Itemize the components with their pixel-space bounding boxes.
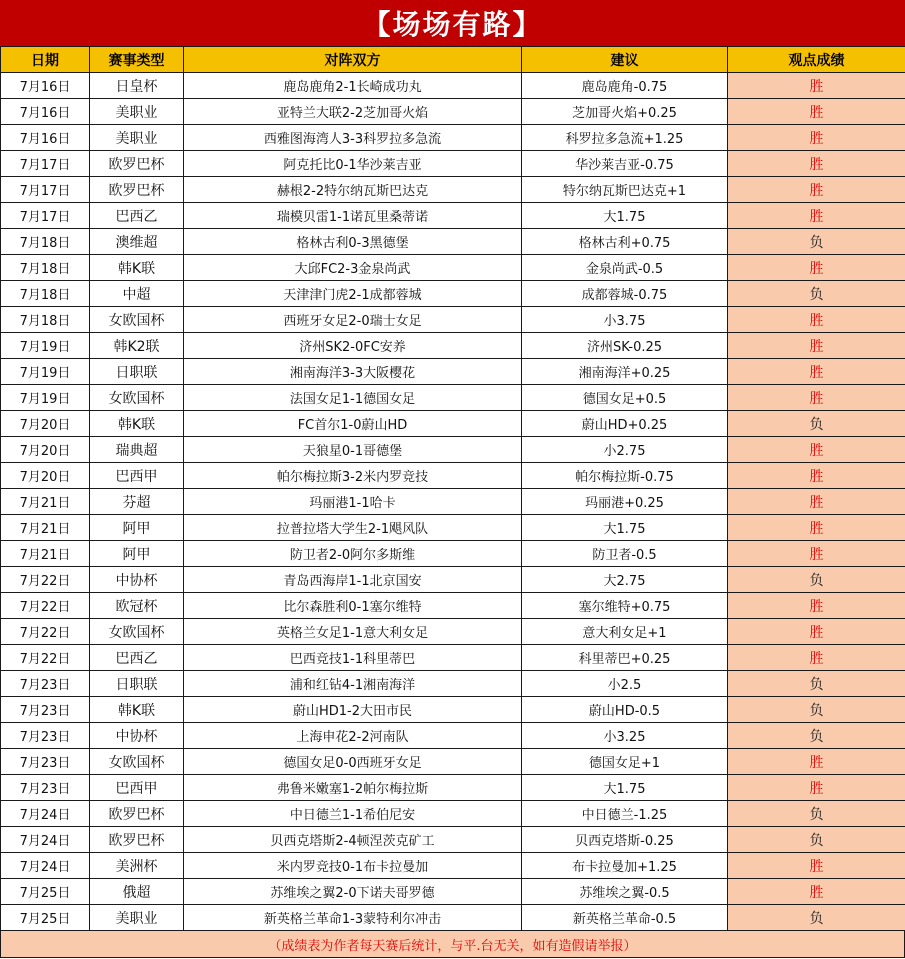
table-row [1, 177, 905, 203]
league-cell: 欧罗巴杯 [90, 827, 184, 853]
match-cell: 济州SK2-0FC安养 [184, 333, 522, 359]
league-cell: 巴西乙 [90, 645, 184, 671]
date-cell: 7月22日 [1, 567, 90, 593]
date-cell: 7月21日 [1, 515, 90, 541]
result-cell: 负 [728, 229, 905, 255]
result-cell: 负 [728, 801, 905, 827]
table-row [1, 73, 905, 99]
date-cell: 7月23日 [1, 749, 90, 775]
match-cell: 米内罗竞技0-1布卡拉曼加 [184, 853, 522, 879]
match-cell: 湘南海洋3-3大阪樱花 [184, 359, 522, 385]
results-table [0, 46, 905, 931]
result-cell: 胜 [728, 385, 905, 411]
date-cell: 7月25日 [1, 905, 90, 931]
league-cell: 女欧国杯 [90, 385, 184, 411]
date-cell: 7月17日 [1, 177, 90, 203]
result-cell: 胜 [728, 853, 905, 879]
league-cell: 欧罗巴杯 [90, 177, 184, 203]
table-row [1, 99, 905, 125]
result-cell: 胜 [728, 437, 905, 463]
league-cell: 女欧国杯 [90, 619, 184, 645]
table-row [1, 515, 905, 541]
league-cell: 瑞典超 [90, 437, 184, 463]
page-title: 【场场有路】 [0, 0, 905, 46]
league-cell: 阿甲 [90, 541, 184, 567]
tip-cell: 金泉尚武-0.5 [522, 255, 728, 281]
result-cell: 胜 [728, 463, 905, 489]
tip-cell: 蔚山HD-0.5 [522, 697, 728, 723]
date-cell: 7月21日 [1, 489, 90, 515]
tip-cell: 大1.75 [522, 203, 728, 229]
table-row [1, 151, 905, 177]
date-cell: 7月18日 [1, 307, 90, 333]
tip-cell: 意大利女足+1 [522, 619, 728, 645]
match-cell: 天狼星0-1哥德堡 [184, 437, 522, 463]
league-cell: 韩K联 [90, 411, 184, 437]
header-match: 对阵双方 [184, 47, 522, 73]
league-cell: 欧冠杯 [90, 593, 184, 619]
match-cell: 上海申花2-2河南队 [184, 723, 522, 749]
league-cell: 日职联 [90, 359, 184, 385]
date-cell: 7月19日 [1, 333, 90, 359]
tip-cell: 小2.75 [522, 437, 728, 463]
tip-cell: 华沙莱吉亚-0.75 [522, 151, 728, 177]
result-cell: 胜 [728, 541, 905, 567]
result-cell: 负 [728, 697, 905, 723]
league-cell: 美职业 [90, 905, 184, 931]
match-cell: 瑞模贝雷1-1诺瓦里桑蒂诺 [184, 203, 522, 229]
league-cell: 美职业 [90, 125, 184, 151]
result-cell: 胜 [728, 593, 905, 619]
tip-cell: 济州SK-0.25 [522, 333, 728, 359]
result-cell: 负 [728, 411, 905, 437]
date-cell: 7月18日 [1, 229, 90, 255]
league-cell: 澳维超 [90, 229, 184, 255]
match-cell: 拉普拉塔大学生2-1飓风队 [184, 515, 522, 541]
date-cell: 7月24日 [1, 801, 90, 827]
tip-cell: 德国女足+0.5 [522, 385, 728, 411]
tip-cell: 科罗拉多急流+1.25 [522, 125, 728, 151]
result-cell: 负 [728, 567, 905, 593]
table-row [1, 879, 905, 905]
result-cell: 胜 [728, 73, 905, 99]
table-row [1, 489, 905, 515]
result-cell: 胜 [728, 645, 905, 671]
table-row [1, 307, 905, 333]
tip-cell: 帕尔梅拉斯-0.75 [522, 463, 728, 489]
result-cell: 胜 [728, 333, 905, 359]
match-cell: 赫根2-2特尔纳瓦斯巴达克 [184, 177, 522, 203]
date-cell: 7月25日 [1, 879, 90, 905]
date-cell: 7月23日 [1, 723, 90, 749]
match-cell: 德国女足0-0西班牙女足 [184, 749, 522, 775]
table-row [1, 437, 905, 463]
tip-cell: 成都蓉城-0.75 [522, 281, 728, 307]
tip-cell: 鹿岛鹿角-0.75 [522, 73, 728, 99]
result-cell: 胜 [728, 151, 905, 177]
league-cell: 日职联 [90, 671, 184, 697]
tip-cell: 蔚山HD+0.25 [522, 411, 728, 437]
result-cell: 胜 [728, 515, 905, 541]
date-cell: 7月17日 [1, 203, 90, 229]
date-cell: 7月23日 [1, 671, 90, 697]
tip-cell: 中日德兰-1.25 [522, 801, 728, 827]
match-cell: 苏维埃之翼2-0下诺夫哥罗德 [184, 879, 522, 905]
league-cell: 女欧国杯 [90, 307, 184, 333]
tip-cell: 小3.25 [522, 723, 728, 749]
result-cell: 负 [728, 723, 905, 749]
date-cell: 7月16日 [1, 125, 90, 151]
date-cell: 7月18日 [1, 255, 90, 281]
tip-cell: 塞尔维特+0.75 [522, 593, 728, 619]
match-cell: 英格兰女足1-1意大利女足 [184, 619, 522, 645]
league-cell: 美洲杯 [90, 853, 184, 879]
league-cell: 韩K2联 [90, 333, 184, 359]
table-row [1, 697, 905, 723]
match-cell: 蔚山HD1-2大田市民 [184, 697, 522, 723]
table-row [1, 541, 905, 567]
date-cell: 7月20日 [1, 411, 90, 437]
date-cell: 7月24日 [1, 827, 90, 853]
table-row [1, 593, 905, 619]
result-cell: 负 [728, 827, 905, 853]
match-cell: 弗鲁米嫩塞1-2帕尔梅拉斯 [184, 775, 522, 801]
result-cell: 胜 [728, 359, 905, 385]
league-cell: 中协杯 [90, 723, 184, 749]
table-row [1, 281, 905, 307]
result-cell: 胜 [728, 879, 905, 905]
match-cell: 新英格兰革命1-3蒙特利尔冲击 [184, 905, 522, 931]
league-cell: 韩K联 [90, 697, 184, 723]
date-cell: 7月22日 [1, 593, 90, 619]
match-cell: 亚特兰大联2-2芝加哥火焰 [184, 99, 522, 125]
tip-cell: 大1.75 [522, 515, 728, 541]
league-cell: 欧罗巴杯 [90, 151, 184, 177]
tip-cell: 苏维埃之翼-0.5 [522, 879, 728, 905]
header-date: 日期 [1, 47, 90, 73]
tip-cell: 贝西克塔斯-0.25 [522, 827, 728, 853]
result-cell: 胜 [728, 99, 905, 125]
table-row [1, 671, 905, 697]
table-row [1, 255, 905, 281]
league-cell: 女欧国杯 [90, 749, 184, 775]
match-cell: 比尔森胜利0-1塞尔维特 [184, 593, 522, 619]
table-row [1, 385, 905, 411]
date-cell: 7月16日 [1, 99, 90, 125]
table-row [1, 229, 905, 255]
match-cell: 巴西竞技1-1科里蒂巴 [184, 645, 522, 671]
tip-cell: 科里蒂巴+0.25 [522, 645, 728, 671]
date-cell: 7月24日 [1, 853, 90, 879]
table-row [1, 723, 905, 749]
date-cell: 7月19日 [1, 359, 90, 385]
result-cell: 负 [728, 671, 905, 697]
tip-cell: 小2.5 [522, 671, 728, 697]
match-cell: 帕尔梅拉斯3-2米内罗竞技 [184, 463, 522, 489]
table-row [1, 853, 905, 879]
match-cell: 防卫者2-0阿尔多斯维 [184, 541, 522, 567]
table-row [1, 827, 905, 853]
tip-cell: 大2.75 [522, 567, 728, 593]
league-cell: 巴西甲 [90, 463, 184, 489]
match-cell: 大邱FC2-3金泉尚武 [184, 255, 522, 281]
header-league: 赛事类型 [90, 47, 184, 73]
table-row [1, 125, 905, 151]
table-row [1, 619, 905, 645]
result-cell: 胜 [728, 177, 905, 203]
tip-cell: 湘南海洋+0.25 [522, 359, 728, 385]
match-cell: 法国女足1-1德国女足 [184, 385, 522, 411]
league-cell: 芬超 [90, 489, 184, 515]
date-cell: 7月16日 [1, 73, 90, 99]
date-cell: 7月23日 [1, 697, 90, 723]
table-row [1, 333, 905, 359]
table-row [1, 359, 905, 385]
match-cell: 贝西克塔斯2-4顿涅茨克矿工 [184, 827, 522, 853]
date-cell: 7月22日 [1, 645, 90, 671]
date-cell: 7月20日 [1, 437, 90, 463]
date-cell: 7月19日 [1, 385, 90, 411]
match-cell: 鹿岛鹿角2-1长崎成功丸 [184, 73, 522, 99]
result-cell: 胜 [728, 749, 905, 775]
match-cell: FC首尔1-0蔚山HD [184, 411, 522, 437]
league-cell: 韩K联 [90, 255, 184, 281]
date-cell: 7月22日 [1, 619, 90, 645]
result-cell: 胜 [728, 619, 905, 645]
result-cell: 胜 [728, 125, 905, 151]
tip-cell: 特尔纳瓦斯巴达克+1 [522, 177, 728, 203]
header-result: 观点成绩 [728, 47, 905, 73]
header-tip: 建议 [522, 47, 728, 73]
match-cell: 中日德兰1-1希伯尼安 [184, 801, 522, 827]
tip-cell: 芝加哥火焰+0.25 [522, 99, 728, 125]
table-header-row [1, 47, 905, 73]
league-cell: 美职业 [90, 99, 184, 125]
league-cell: 日皇杯 [90, 73, 184, 99]
tip-cell: 布卡拉曼加+1.25 [522, 853, 728, 879]
table-row [1, 203, 905, 229]
table-row [1, 463, 905, 489]
date-cell: 7月18日 [1, 281, 90, 307]
footer-note: （成绩表为作者每天赛后统计，与平.台无关，如有造假请举报） [0, 931, 905, 958]
table-row [1, 905, 905, 931]
result-cell: 胜 [728, 775, 905, 801]
match-cell: 天津津门虎2-1成都蓉城 [184, 281, 522, 307]
match-cell: 玛丽港1-1哈卡 [184, 489, 522, 515]
league-cell: 俄超 [90, 879, 184, 905]
table-row [1, 801, 905, 827]
match-cell: 青岛西海岸1-1北京国安 [184, 567, 522, 593]
tip-cell: 防卫者-0.5 [522, 541, 728, 567]
result-cell: 胜 [728, 203, 905, 229]
match-cell: 阿克托比0-1华沙莱吉亚 [184, 151, 522, 177]
table-row [1, 775, 905, 801]
league-cell: 巴西乙 [90, 203, 184, 229]
tip-cell: 小3.75 [522, 307, 728, 333]
tip-cell: 格林古利+0.75 [522, 229, 728, 255]
tip-cell: 大1.75 [522, 775, 728, 801]
league-cell: 巴西甲 [90, 775, 184, 801]
league-cell: 中超 [90, 281, 184, 307]
result-cell: 胜 [728, 255, 905, 281]
table-row [1, 645, 905, 671]
table-row [1, 567, 905, 593]
table-row [1, 749, 905, 775]
tip-cell: 德国女足+1 [522, 749, 728, 775]
date-cell: 7月23日 [1, 775, 90, 801]
league-cell: 阿甲 [90, 515, 184, 541]
result-cell: 负 [728, 905, 905, 931]
tip-cell: 玛丽港+0.25 [522, 489, 728, 515]
match-cell: 西雅图海湾人3-3科罗拉多急流 [184, 125, 522, 151]
date-cell: 7月21日 [1, 541, 90, 567]
league-cell: 中协杯 [90, 567, 184, 593]
result-cell: 胜 [728, 307, 905, 333]
result-cell: 负 [728, 281, 905, 307]
date-cell: 7月20日 [1, 463, 90, 489]
table-row [1, 411, 905, 437]
match-cell: 西班牙女足2-0瑞士女足 [184, 307, 522, 333]
match-cell: 浦和红钻4-1湘南海洋 [184, 671, 522, 697]
date-cell: 7月17日 [1, 151, 90, 177]
result-cell: 胜 [728, 489, 905, 515]
match-cell: 格林古利0-3黑德堡 [184, 229, 522, 255]
league-cell: 欧罗巴杯 [90, 801, 184, 827]
tip-cell: 新英格兰革命-0.5 [522, 905, 728, 931]
